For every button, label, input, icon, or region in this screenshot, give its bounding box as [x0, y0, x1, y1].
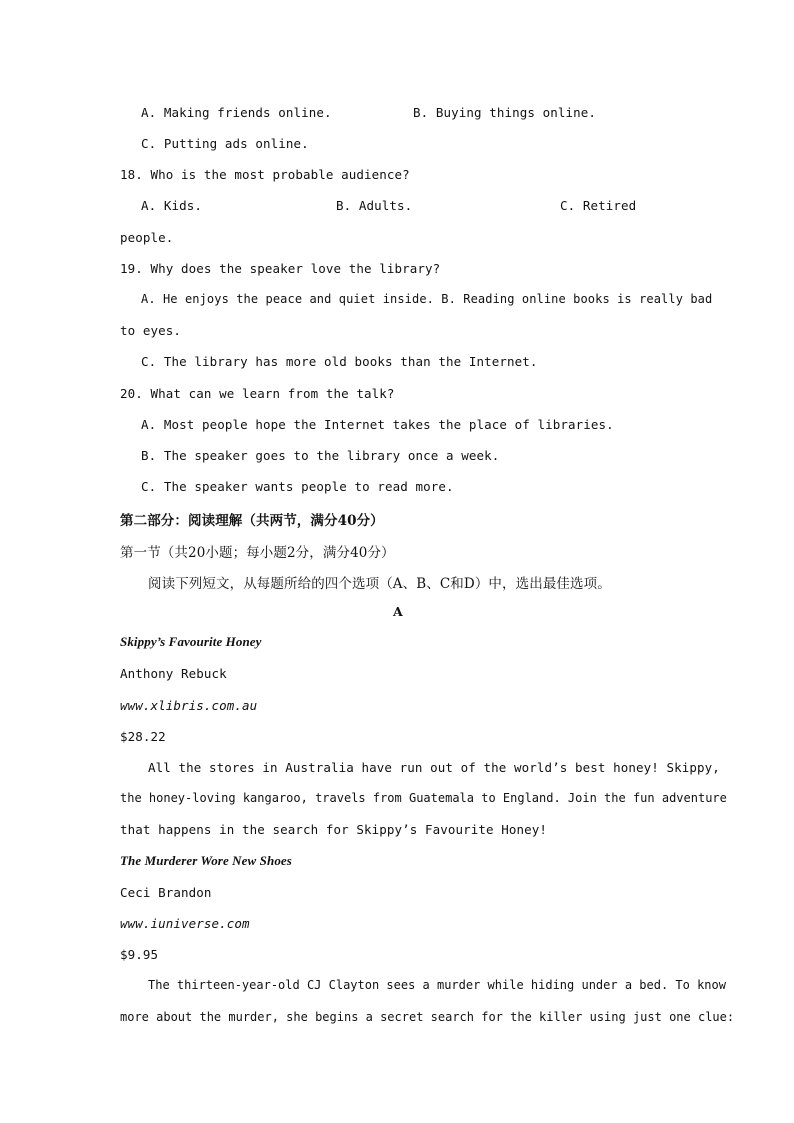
- q18-stem: 18. Who is the most probable audience?: [120, 167, 410, 182]
- book1-author: Anthony Rebuck: [120, 666, 227, 681]
- q20-option-c: C. The speaker wants people to read more.: [141, 479, 454, 494]
- q18-option-a: A. Kids.: [141, 198, 203, 213]
- book1-desc-line-3: that happens in the search for Skippy’s Favourite Honey!: [120, 822, 548, 837]
- q20-option-a: A. Most people hope the Internet takes the place of libraries.: [141, 417, 614, 432]
- book1-url: www.xlibris.com.au: [120, 698, 258, 713]
- passage-label: A: [393, 604, 403, 619]
- book2-author: Ceci Brandon: [120, 885, 212, 900]
- q19-options-ab: A. He enjoys the peace and quiet inside. B. Reading online books is really bad: [141, 292, 713, 306]
- book1-price: $28.22: [120, 729, 166, 744]
- q20-stem: 20. What can we learn from the talk?: [120, 386, 395, 401]
- book2-price: $9.95: [120, 947, 159, 962]
- q18-option-b: B. Adults.: [336, 198, 413, 213]
- q19-option-c: C. The library has more old books than the Internet.: [141, 354, 538, 369]
- book2-desc-line-2: more about the murder, she begins a secret search for the killer using just one clue:: [120, 1010, 735, 1024]
- section-subtitle: 第一节（共20小题；每小题2分，满分40分）: [120, 545, 395, 561]
- book1-desc-line-2: the honey-loving kangaroo, travels from Guatemala to England. Join the fun adventure: [120, 791, 727, 805]
- q20-option-b: B. The speaker goes to the library once a week.: [141, 448, 500, 463]
- q17-option-c: C. Putting ads online.: [141, 136, 309, 151]
- book1-title: Skippy’s Favourite Honey: [120, 634, 262, 649]
- book1-desc-line-1: All the stores in Australia have run out of the world’s best honey! Skippy,: [148, 760, 720, 775]
- book2-url: www.iuniverse.com: [120, 916, 250, 931]
- instructions: 阅读下列短文，从每题所给的四个选项（A、B、C和D）中，选出最佳选项。: [148, 576, 611, 592]
- q19-options-ab-continuation: to eyes.: [120, 323, 182, 338]
- q19-stem: 19. Why does the speaker love the library?: [120, 261, 441, 276]
- q18-option-c: C. Retired: [560, 198, 637, 213]
- book2-desc-line-1: The thirteen-year-old CJ Clayton sees a murder while hiding under a bed. To know: [148, 978, 726, 992]
- part-title: 第二部分：阅读理解（共两节，满分40分）: [120, 513, 384, 529]
- q17-option-a: A. Making friends online.: [141, 105, 332, 120]
- q18-option-c-continuation: people.: [120, 230, 174, 245]
- book2-title: The Murderer Wore New Shoes: [120, 853, 292, 868]
- q17-option-b: B. Buying things online.: [413, 105, 597, 120]
